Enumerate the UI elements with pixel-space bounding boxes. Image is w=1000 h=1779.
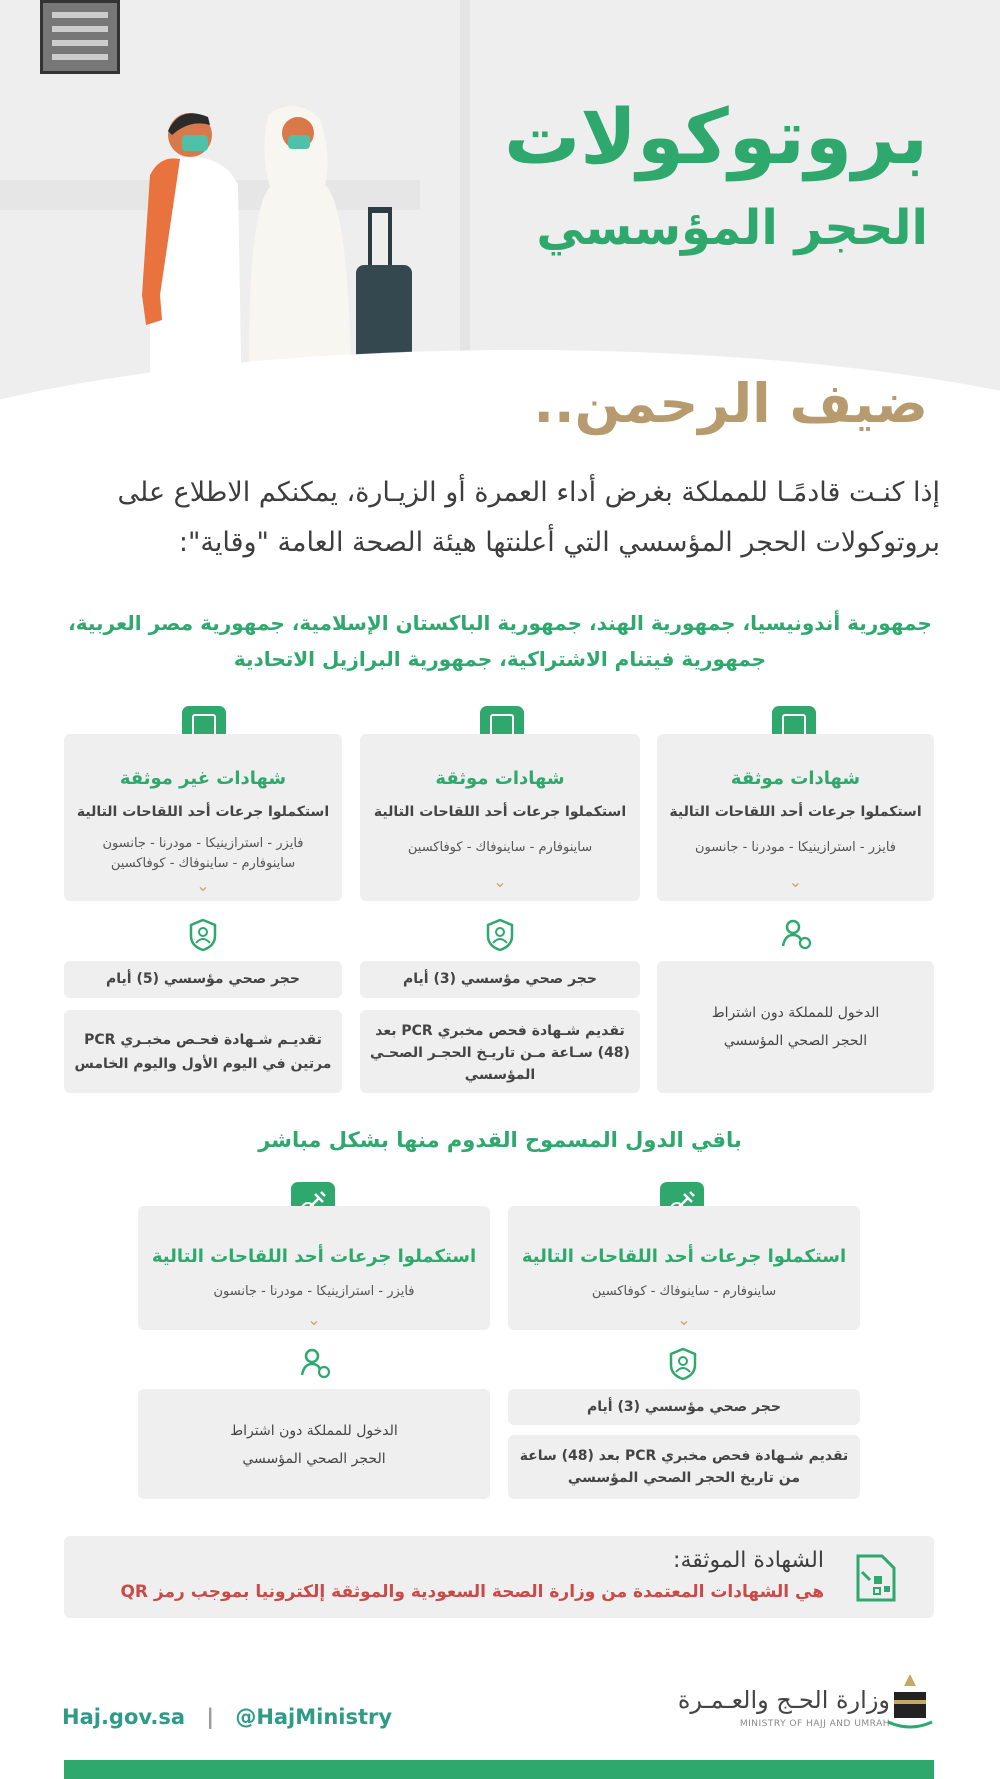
no-quarantine-box: [657, 961, 934, 1093]
ministry-name-en: MINISTRY OF HAJJ AND UMRAH: [739, 1719, 890, 1729]
card-subtitle: استكملوا جرعات أحد اللقاحات التالية: [521, 1246, 847, 1267]
intro-line-2: بروتوكولات الحجر المؤسسي التي أعلنتها هيئة الصحة العامة "وقاية":: [178, 527, 940, 558]
person-check-icon: [300, 1347, 332, 1379]
chevron-down-icon: ⌄: [493, 872, 507, 891]
chevron-down-icon: ⌄: [196, 876, 210, 895]
card-unverified: [64, 734, 342, 901]
card-title: شهادات موثقة: [730, 768, 861, 789]
quarantine-3-days: حجر صحي مؤسسي (3) أيام: [360, 961, 640, 998]
ministry-name-ar: وزارة الحـج والعـمـرة: [677, 1686, 890, 1714]
page-subtitle: الحجر المؤسسي: [536, 200, 928, 256]
chevron-down-icon: ⌄: [788, 872, 803, 891]
result-line-1: الدخول للمملكة دون اشتراط: [230, 1423, 398, 1439]
website-link[interactable]: Haj.gov.sa: [62, 1705, 186, 1729]
quarantine-3-days: حجر صحي مؤسسي (3) أيام: [508, 1389, 860, 1425]
card-subtitle: استكملوا جرعات أحد اللقاحات التالية: [373, 804, 627, 820]
pcr-line-3: المؤسسي: [464, 1067, 536, 1083]
certificate-title: الشهادة الموثقة:: [673, 1548, 824, 1573]
footer-separator: |: [206, 1705, 214, 1729]
countries-list: [60, 605, 940, 677]
countries-line-2: جمهورية فيتنام الاشتراكية، جمهورية البرازيل الاتحادية: [233, 647, 767, 671]
pcr-line-1: تقديم شـهادة فحص مخبري PCR بعد: [375, 1023, 625, 1039]
person-shield-icon: [484, 918, 516, 952]
result-line-2: الحجر الصحي المؤسسي: [723, 1033, 868, 1049]
countries-line-1: جمهورية أندونيسيا، جمهورية الهند، جمهورية الباكستان الإسلامية، جمهورية مصر العربية،: [68, 611, 932, 635]
pcr-requirement: [360, 1010, 640, 1093]
vaccine-list: فايزر - استرازينيكا - مودرنا - جانسون: [694, 840, 896, 855]
card-direct-eastvax: [508, 1206, 860, 1330]
verified-certificate-note: [64, 1536, 934, 1618]
ministry-logo-icon: [886, 1672, 934, 1732]
footer-bar: [64, 1760, 934, 1779]
card-title: شهادات غير موثقة: [119, 768, 287, 789]
result-line-1: الدخول للمملكة دون اشتراط: [711, 1005, 880, 1021]
qr-document-icon: [854, 1552, 898, 1604]
card-subtitle: استكملوا جرعات أحد اللقاحات التالية: [669, 804, 922, 820]
section-direct-countries-title: باقي الدول المسموح القدوم منها بشكل مباشر: [258, 1128, 742, 1152]
pcr-line-2: من تاريخ الحجر الصحي المؤسسي: [567, 1470, 801, 1486]
pcr-line-2: مرتين في اليوم الأول واليوم الخامس: [74, 1056, 332, 1072]
card-verified-eastvax: [360, 734, 640, 901]
pcr-requirement: [508, 1435, 860, 1499]
pcr-line-1: تقديـم شـهادة فحـص مخبـري PCR: [84, 1032, 322, 1048]
guest-heading: ضيف الرحمن..: [533, 372, 928, 435]
no-quarantine-box: [138, 1389, 490, 1499]
quarantine-5-days: حجر صحي مؤسسي (5) أيام: [64, 961, 342, 998]
chevron-down-icon: ⌄: [677, 1310, 691, 1329]
twitter-handle-link[interactable]: @HajMinistry: [235, 1705, 393, 1729]
chevron-down-icon: ⌄: [307, 1310, 321, 1329]
certificate-definition: هي الشهادات المعتمدة من وزارة الصحة السعودية والموثقة إلكترونيا بموجب رمز QR: [120, 1582, 824, 1602]
vaccine-list-1: فايزر - استرازينيكا - مودرنا - جانسون: [102, 836, 304, 851]
vaccine-list: ساينوفارم - ساينوفاك - كوفاكسين: [591, 1284, 777, 1299]
vaccine-list: فايزر - استرازينيكا - مودرنا - جانسون: [213, 1284, 415, 1299]
card-subtitle: استكملوا جرعات أحد اللقاحات التالية: [151, 1246, 477, 1267]
card-verified-westvax: [657, 734, 934, 901]
card-title: شهادات موثقة: [435, 768, 565, 789]
person-shield-icon: [187, 918, 219, 952]
intro-text: [55, 468, 940, 568]
page-title: بروتوكولات: [503, 92, 928, 181]
pcr-line-2: (48) سـاعة مـن تاريـخ الحجـر الصحـي: [370, 1045, 630, 1061]
card-direct-westvax: [138, 1206, 490, 1330]
pcr-requirement: [64, 1010, 342, 1093]
footer-links: [62, 1705, 392, 1729]
pcr-line-1: تقديم شـهادة فحص مخبري PCR بعد (48) ساعة: [519, 1448, 849, 1464]
vaccine-list: ساينوفارم - ساينوفاك - كوفاكسين: [407, 840, 593, 855]
vaccine-list-2: ساينوفارم - ساينوفاك - كوفاكسين: [110, 856, 296, 871]
card-subtitle: استكملوا جرعات أحد اللقاحات التالية: [76, 804, 330, 820]
person-shield-icon: [667, 1347, 699, 1381]
person-check-icon: [781, 918, 813, 950]
intro-line-1: إذا كنـت قادمًـا للمملكة بغرض أداء العمرة أو الزيـارة، يمكنكم الاطلاع على: [117, 477, 940, 508]
result-line-2: الحجر الصحي المؤسسي: [242, 1451, 386, 1467]
